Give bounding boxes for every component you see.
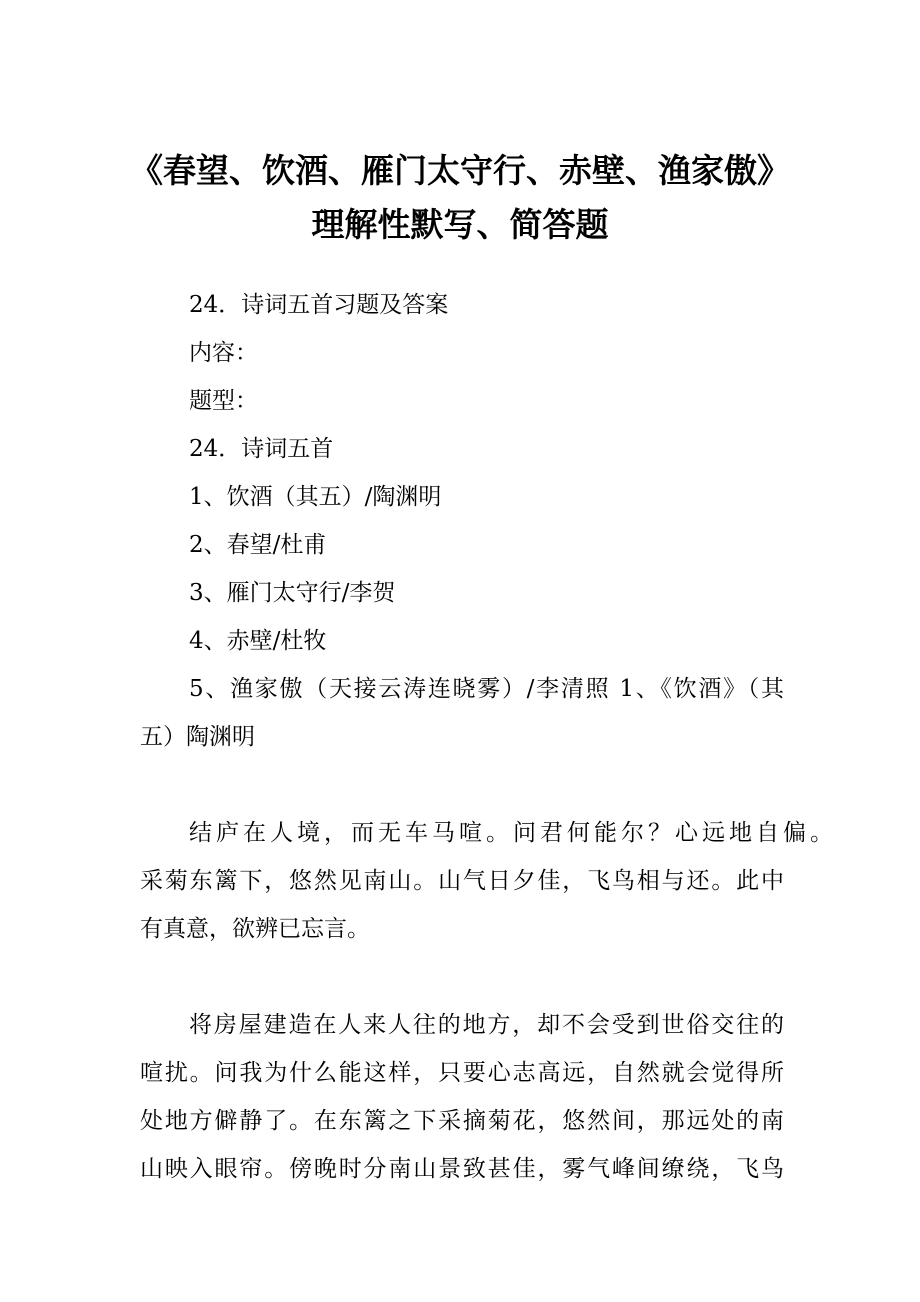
poem-list-item-1: 1、饮酒（其五）/陶渊明 (189, 484, 442, 510)
document-title-line-2: 理解性默写、简答题 (311, 205, 609, 244)
question-type-label: 题型： (189, 388, 258, 414)
translation-line-2: 喧扰。问我为什么能这样，只要心志高远，自然就会觉得所 (140, 1060, 784, 1086)
content-label: 内容： (189, 340, 258, 366)
poem-list-item-5-continued: 五）陶渊明 (140, 724, 255, 750)
poem-list-item-5: 5、渔家傲（天接云涛连晓雾）/李清照 1、《饮酒》（其 (189, 676, 784, 702)
section-heading: 24．诗词五首习题及答案 (189, 292, 449, 318)
translation-line-1: 将房屋建造在人来人往的地方，却不会受到世俗交往的 (189, 1012, 784, 1038)
poem-text-line-2: 采菊东篱下，悠然见南山。山气日夕佳，飞鸟相与还。此中 (140, 868, 784, 894)
poem-list-heading: 24．诗词五首 (189, 436, 334, 462)
poem-text-line-1: 结庐在人境，而无车马喧。问君何能尔？心远地自偏。 (189, 820, 833, 846)
poem-list-item-4: 4、赤壁/杜牧 (189, 628, 327, 654)
poem-list-item-2: 2、春望/杜甫 (189, 532, 327, 558)
translation-line-4: 山映入眼帘。傍晚时分南山景致甚佳，雾气峰间缭绕，飞鸟 (140, 1156, 784, 1182)
document-title-line-1: 《春望、饮酒、雁门太守行、赤壁、渔家傲》 (130, 151, 790, 190)
poem-list-item-3: 3、雁门太守行/李贺 (189, 580, 396, 606)
poem-text-line-3: 有真意，欲辨已忘言。 (140, 916, 370, 942)
translation-line-3: 处地方僻静了。在东篱之下采摘菊花，悠然间，那远处的南 (140, 1108, 784, 1134)
